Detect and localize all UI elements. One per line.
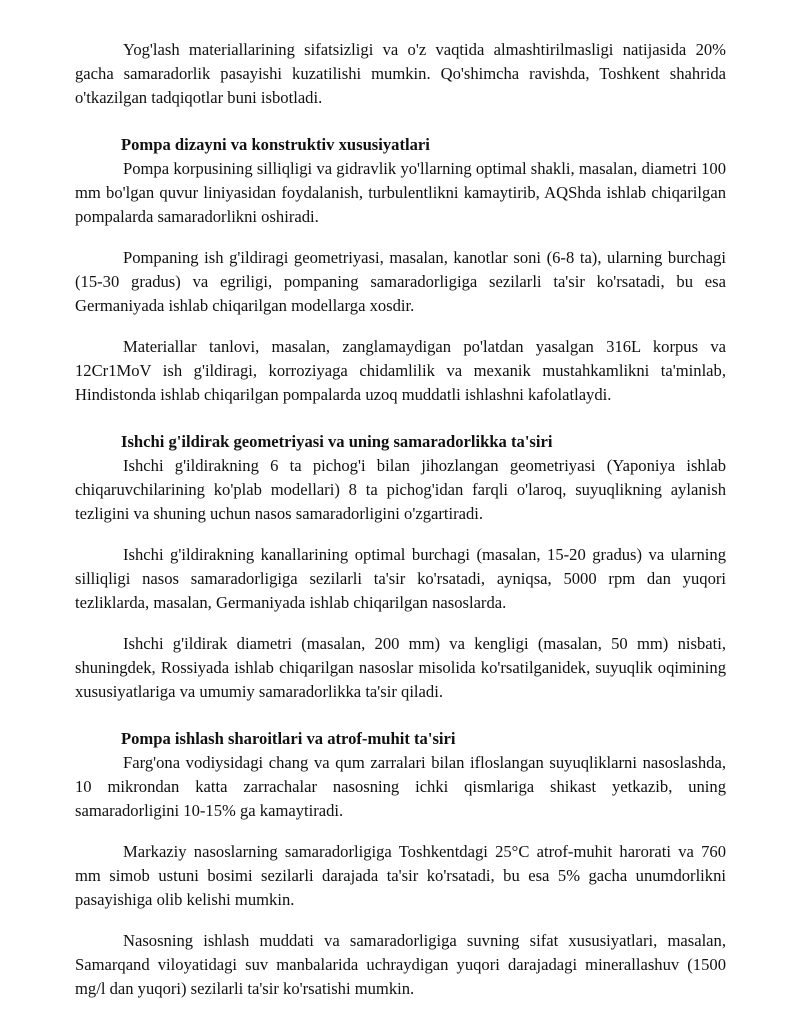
paragraph-blade-count: Ishchi g'ildirakning 6 ta pichog'i bilan jihozlangan geometriyasi (Yaponiya ishlab chiqaruvchilarining ko'plab modellari) 8 ta pichog'idan farqli o'laroq, suyuqlikning aylanish tezligini va shuning uchun nasos samaradorligini o'zgartiradi. <box>75 456 726 523</box>
heading-operating-conditions: Pompa ishlash sharoitlari va atrof-muhit ta'siri <box>121 729 456 748</box>
heading-pump-design: Pompa dizayni va konstruktiv xususiyatlari <box>121 135 430 154</box>
document-page <box>75 38 726 1018</box>
paragraph-impeller-geometry: Pompaning ish g'ildiragi geometriyasi, masalan, kanotlar soni (6-8 ta), ularning burchagi (15-30 gradus) va egriligi, pompaning samaradorligiga sezilarli ta'sir ko'rsatadi, bu esa Germaniyada ishlab chiqarilgan modellarga xosdir. <box>75 248 726 315</box>
paragraph-pump-body: Pompa korpusining silliqligi va gidravlik yo'llarning optimal shakli, masalan, diametri 100 mm bo'lgan quvur liniyasidan foydalanish, turbulentlikni kamaytirib, AQShda ishlab chiqarilgan pompalarda samaradorlikni oshiradi. <box>75 159 726 226</box>
paragraph-materials: Materiallar tanlovi, masalan, zanglamaydigan po'latdan yasalgan 316L korpus va 12Cr1MoV ish g'ildiragi, korroziyaga chidamlilik va mexanik mustahkamlikni ta'minlab, Hindistonda ishlab chiqarilgan pompalarda uzoq muddatli ishlashni kafolatlaydi. <box>75 337 726 404</box>
paragraph-water-quality: Nasosning ishlash muddati va samaradorligiga suvning sifat xususiyatlari, masalan, Samarqand viloyatidagi suv manbalarida uchraydigan yuqori darajadagi minerallashuv (1500 mg/l dan yuqori) sezilarli ta'sir ko'rsatishi mumkin. <box>75 931 726 998</box>
paragraph-channel-angle: Ishchi g'ildirakning kanallarining optimal burchagi (masalan, 15-20 gradus) va ularning silliqligi nasos samaradorligiga sezilarli ta'sir ko'rsatadi, ayniqsa, 5000 rpm dan yuqori tezliklarda, masalan, Germaniyada ishlab chiqarilgan nasoslarda. <box>75 545 726 612</box>
paragraph-dust-particles: Farg'ona vodiysidagi chang va qum zarralari bilan ifloslangan suyuqliklarni nasoslashda, 10 mikrondan katta zarrachalar nasosning ichki qismlariga shikast yetkazib, uning samaradorligini 10-15% ga kamaytiradi. <box>75 753 726 820</box>
paragraph-diameter-ratio: Ishchi g'ildirak diametri (masalan, 200 mm) va kengligi (masalan, 50 mm) nisbati, shuningdek, Rossiyada ishlab chiqarilgan nasoslar misolida ko'rsatilganidek, suyuqlik oqimining xususiyatlariga va umumiy samaradorlikka ta'sir qiladi. <box>75 634 726 701</box>
paragraph-lubrication: Yog'lash materiallarining sifatsizligi va o'z vaqtida almashtirilmasligi natijasida 20% gacha samaradorlik pasayishi kuzatilishi mumkin. Qo'shimcha ravishda, Toshkent shahrida o'tkazilgan tadqiqotlar buni isbotladi. <box>75 40 726 107</box>
heading-impeller-efficiency: Ishchi g'ildirak geometriyasi va uning samaradorlikka ta'siri <box>121 432 553 451</box>
paragraph-ambient-temperature: Markaziy nasoslarning samaradorligiga Toshkentdagi 25°C atrof-muhit harorati va 760 mm simob ustuni bosimi sezilarli darajada ta'sir ko'rsatadi, bu esa 5% gacha unumdorlikni pasayishiga olib kelishi mumkin. <box>75 842 726 909</box>
